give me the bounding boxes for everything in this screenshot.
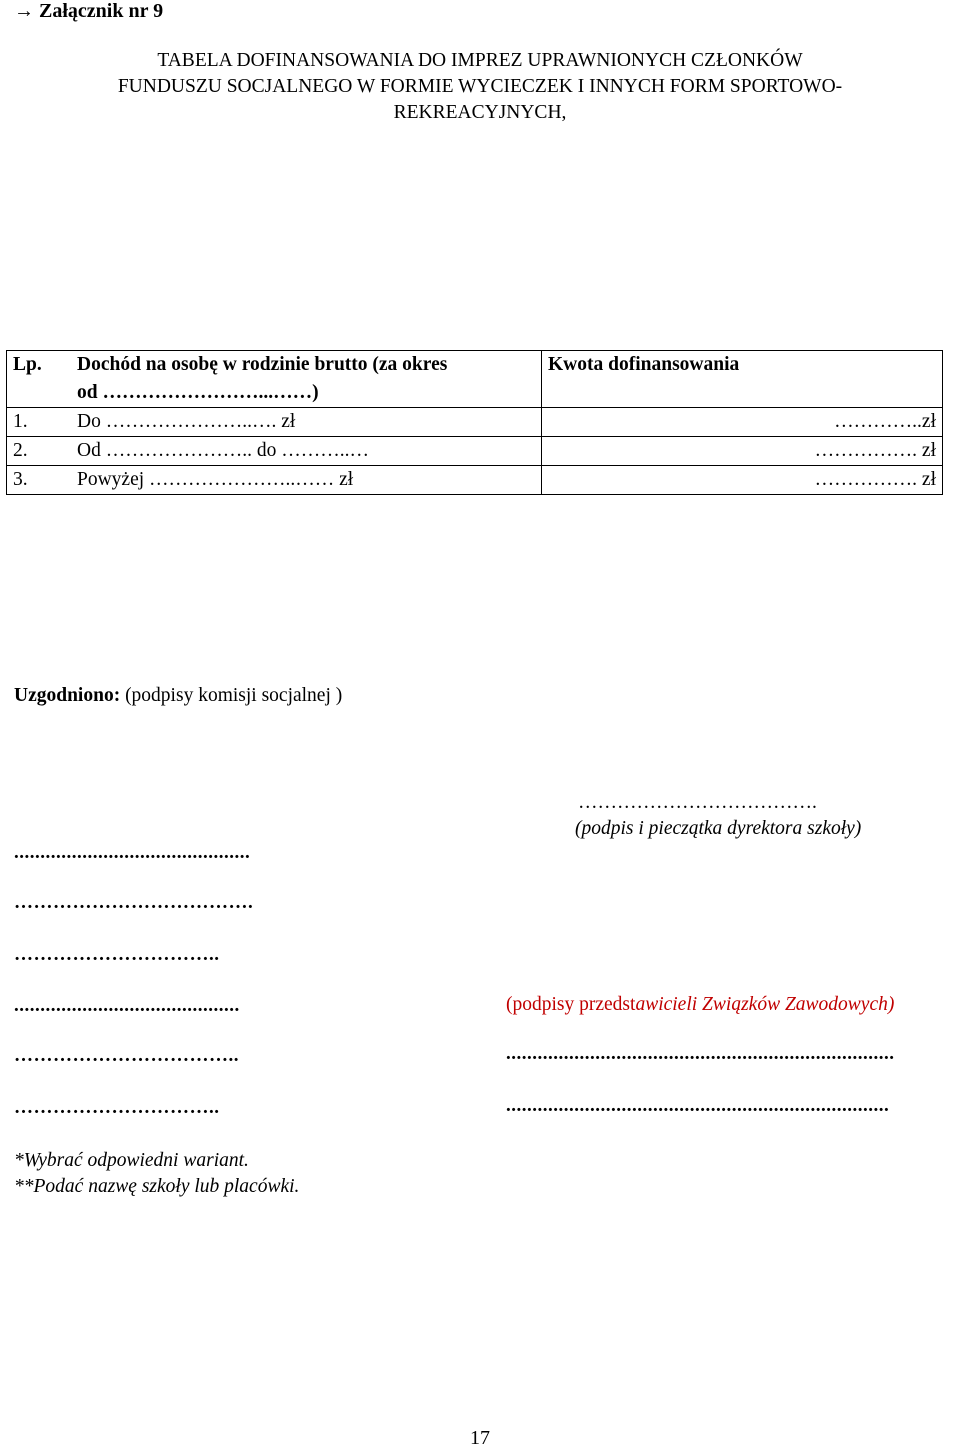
signature-line: ............................................. xyxy=(14,842,251,863)
signature-line: ………………………………. xyxy=(14,892,254,913)
row-lp: 2. xyxy=(7,437,72,466)
union-signature-line: .......................................................................... xyxy=(506,1043,895,1064)
row-lp: 1. xyxy=(7,408,72,437)
signature-line: …………………………….. xyxy=(14,1045,239,1066)
footnote-2: **Podać nazwę szkoły lub placówki. xyxy=(14,1176,300,1197)
header-amount: Kwota dofinansowania xyxy=(542,351,943,408)
document-title-line-2: FUNDUSZU SOCJALNEGO W FORMIE WYCIECZEK I INNYCH FORM SPORTOWO- xyxy=(117,76,843,97)
row-income: Powyżej …………………..…… zł xyxy=(71,466,542,495)
document-title-line-3: REKREACYJNYCH, xyxy=(393,102,567,123)
row-income: Od ………………….. do ………..… xyxy=(71,437,542,466)
header-lp: Lp. xyxy=(7,351,72,408)
header-income-line-2: od ……………………...……) xyxy=(77,382,319,403)
agreement-label: Uzgodniono: xyxy=(14,685,121,706)
subsidy-table xyxy=(6,350,943,495)
footnote-1: *Wybrać odpowiedni wariant. xyxy=(14,1150,249,1171)
union-signature-line: ......................................................................... xyxy=(506,1095,890,1116)
page-number: 17 xyxy=(470,1427,490,1449)
union-caption-plain: (podpisy przedst xyxy=(506,994,636,1015)
document-title-line-1: TABELA DOFINANSOWANIA DO IMPREZ UPRAWNIONYCH CZŁONKÓW xyxy=(157,50,803,71)
signature-line: ........................................... xyxy=(14,995,240,1016)
header-income-line-1: Dochód na osobę w rodzinie brutto (za okres xyxy=(77,354,448,375)
table-row xyxy=(7,408,943,437)
table-row xyxy=(7,466,943,495)
row-income: Do …………………..…. zł xyxy=(71,408,542,437)
header-income xyxy=(71,351,542,408)
director-signature-caption: (podpis i pieczątka dyrektora szkoły) xyxy=(575,818,862,839)
signature-line: ………………………….. xyxy=(14,944,220,965)
union-caption-italic: awicieli Związków Zawodowych) xyxy=(635,994,895,1015)
table-header-row xyxy=(7,351,943,408)
agreement-heading xyxy=(14,685,342,707)
footnotes xyxy=(14,1148,299,1200)
agreement-note: (podpisy komisji socjalnej ) xyxy=(120,685,343,706)
row-amount: ……………. zł xyxy=(542,466,943,495)
row-lp: 3. xyxy=(7,466,72,495)
row-amount: …………..zł xyxy=(542,408,943,437)
table-row xyxy=(7,437,943,466)
row-amount: ……………. zł xyxy=(542,437,943,466)
signature-line: ………………………….. xyxy=(14,1097,220,1118)
director-signature-line: ………………………………. xyxy=(578,792,817,813)
attachment-label: → Załącznik nr 9 xyxy=(14,0,164,22)
union-signature-caption xyxy=(506,994,894,1016)
